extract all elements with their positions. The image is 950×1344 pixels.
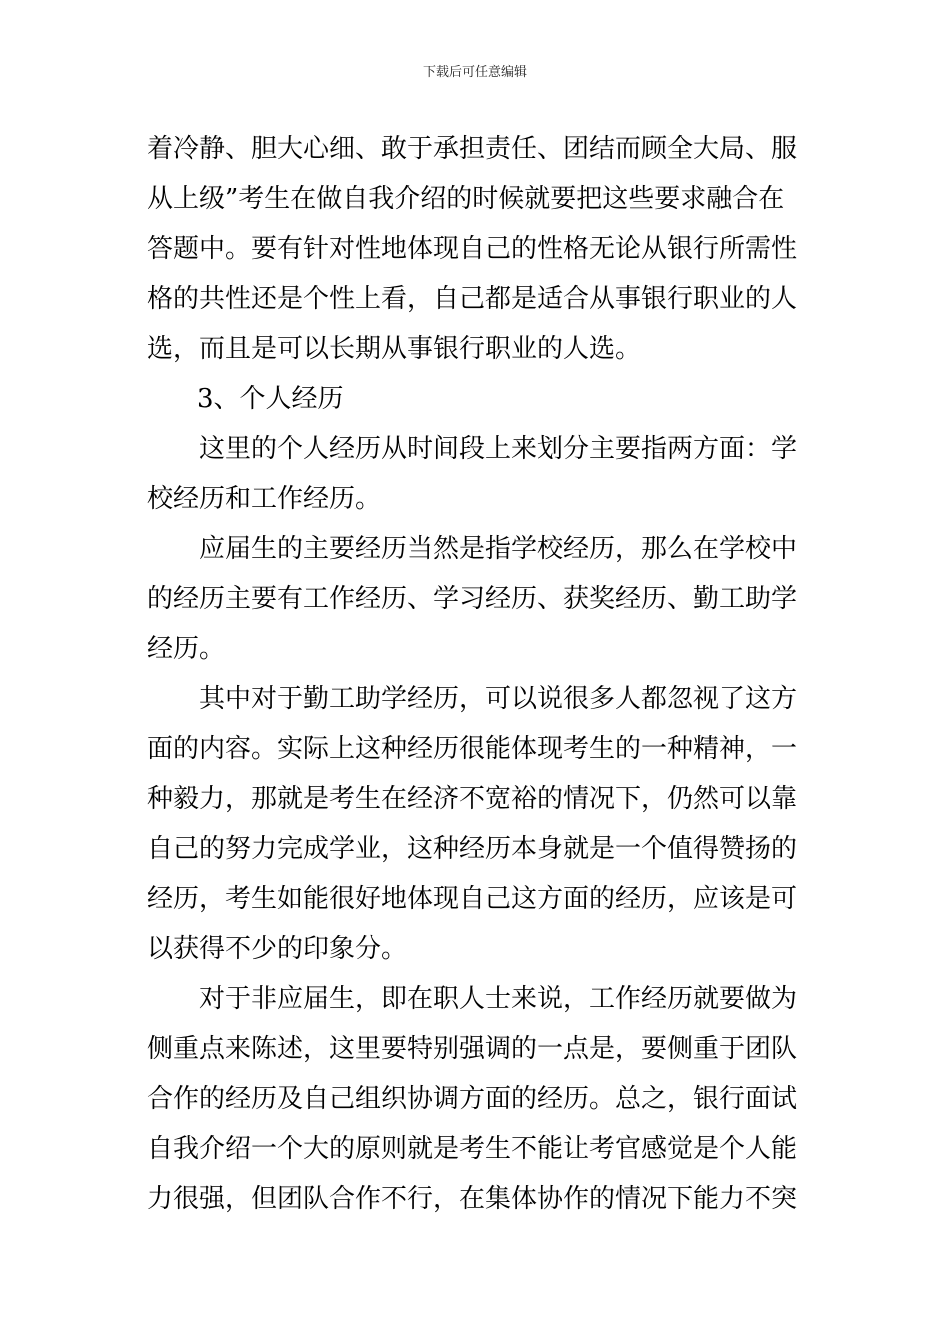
text-line: 从上级”考生在做自我介绍的时候就要把这些要求融合在	[147, 184, 785, 214]
section-heading: 3、个人经历	[197, 384, 344, 414]
text-line: 经历，考生如能很好地体现自己这方面的经历，应该是可	[147, 884, 798, 914]
text-line: 对于非应届生，即在职人士来说，工作经历就要做为	[199, 984, 798, 1014]
text-line: 校经历和工作经历。	[147, 484, 382, 514]
text-line: 以获得不少的印象分。	[147, 934, 408, 964]
text-line: 合作的经历及自己组织协调方面的经历。总之，银行面试	[147, 1084, 798, 1114]
text-line: 的经历主要有工作经历、学习经历、获奖经历、勤工助学	[147, 584, 798, 614]
text-line: 自己的努力完成学业，这种经历本身就是一个值得赞扬的	[147, 834, 798, 864]
text-line: 选，而且是可以长期从事银行职业的人选。	[147, 334, 642, 364]
header-note: 下载后可任意编辑	[422, 65, 527, 80]
text-line: 力很强，但团队合作不行，在集体协作的情况下能力不突	[147, 1184, 798, 1214]
text-line: 面的内容。实际上这种经历很能体现考生的一种精神，一	[147, 734, 798, 764]
text-line: 侧重点来陈述，这里要特别强调的一点是，要侧重于团队	[147, 1034, 798, 1064]
text-line: 格的共性还是个性上看，自己都是适合从事银行职业的人	[147, 284, 798, 314]
text-line: 着冷静、胆大心细、敢于承担责任、团结而顾全大局、服	[147, 134, 798, 164]
text-line: 应届生的主要经历当然是指学校经历，那么在学校中	[199, 534, 798, 564]
text-line: 这里的个人经历从时间段上来划分主要指两方面：学	[199, 434, 798, 464]
text-line: 答题中。要有针对性地体现自己的性格无论从银行所需性	[147, 234, 798, 264]
text-line: 其中对于勤工助学经历，可以说很多人都忽视了这方	[199, 684, 798, 714]
text-line: 自我介绍一个大的原则就是考生不能让考官感觉是个人能	[147, 1134, 798, 1164]
text-line: 种毅力，那就是考生在经济不宽裕的情况下，仍然可以靠	[147, 784, 798, 814]
text-line: 经历。	[147, 634, 226, 664]
